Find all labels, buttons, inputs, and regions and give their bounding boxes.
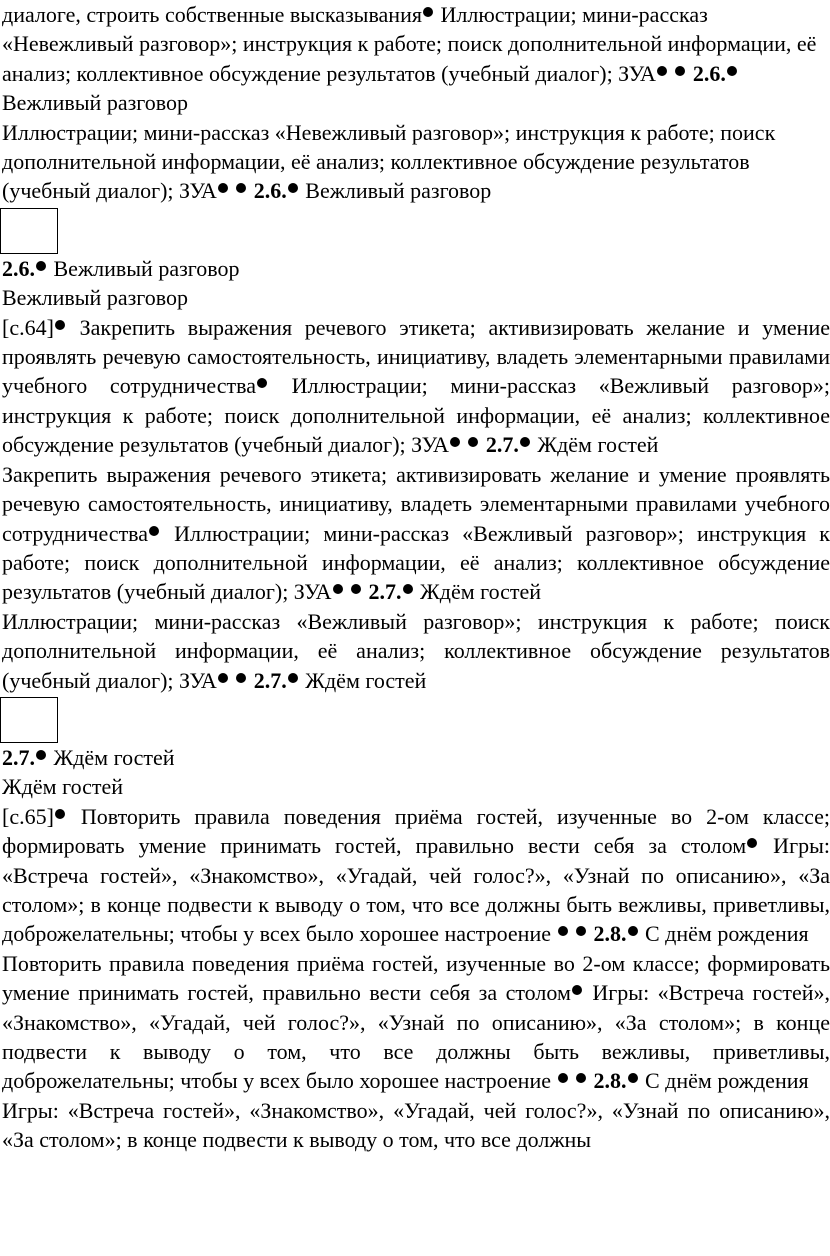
- section-title: Ждём гостей: [414, 579, 542, 605]
- bullet-dot-icon: [628, 926, 638, 936]
- text: Игры: «Встреча гостей», «Знакомство», «Угадай, чей голос?», «Узнай по описанию», «За столом»; в конце подвести к выводу о том, что все должны: [2, 1097, 830, 1153]
- bullet-dot-icon: [333, 584, 343, 594]
- section-number: 2.7.: [368, 579, 402, 605]
- bullet-dot-icon: [55, 320, 65, 330]
- page-ref: [с.64]: [2, 314, 54, 340]
- section-number: 2.6.: [2, 255, 35, 281]
- text: Игры: «Встреча гостей», «Знакомство», «Угадай, чей голос?», «Узнай по описанию», «За столом»; в конце подвести к выводу о том, что все должны быть вежливы, приветливы, доброжелательны; чтобы у всех было хорошее настроение: [2, 980, 830, 1094]
- text: Иллюстрации; мини-рассказ «Невежливый разговор»; инструкция к работе; поиск дополнительной информации, её анализ; коллективное обсуждение результатов (учебный диалог); ЗУА: [2, 2, 817, 86]
- text: Иллюстрации; мини-рассказ «Вежливый разговор»; инструкция к работе; поиск дополнительной информации, её анализ; коллективное обсуждение результатов (учебный диалог); ЗУА: [2, 373, 830, 458]
- bullet-dot-icon: [403, 584, 413, 594]
- bullet-dot-icon: [149, 526, 159, 536]
- section-number: 2.7.: [253, 667, 287, 693]
- text: Повторить правила поведения приёма гостей, изученные во 2-ом классе; формировать умение принимать гостей, правильно вести себя за столом: [2, 803, 830, 859]
- section-heading: [0, 254, 830, 283]
- paragraph-3: [0, 313, 830, 460]
- bullet-dot-icon: [236, 673, 246, 683]
- bullet-dot-icon: [218, 183, 228, 193]
- section-number: 2.8.: [593, 921, 627, 947]
- bullet-dot-icon: [576, 1073, 586, 1083]
- paragraph-5: [0, 607, 830, 695]
- section-title: Ждём гостей: [531, 432, 659, 458]
- section-title: Ждём гостей: [48, 744, 175, 770]
- section-number: 2.6.: [253, 178, 287, 204]
- empty-cell-box: [0, 697, 58, 743]
- bullet-dot-icon: [727, 66, 737, 76]
- bullet-dot-icon: [257, 378, 267, 388]
- bullet-dot-icon: [288, 183, 298, 193]
- bullet-dot-icon: [450, 437, 460, 447]
- section-title: Ждём гостей: [299, 667, 427, 693]
- bullet-dot-icon: [218, 673, 228, 683]
- bullet-dot-icon: [351, 584, 361, 594]
- section-number: 2.7.: [2, 744, 35, 770]
- section-number: 2.7.: [485, 432, 519, 458]
- bullet-dot-icon: [628, 1073, 638, 1083]
- text: Игры: «Встреча гостей», «Знакомство», «Угадай, чей голос?», «Узнай по описанию», «За столом»; в конце подвести к выводу о том, что все должны быть вежливы, приветливы, доброжелательны; чтобы у всех было хорошее настроение: [2, 833, 830, 947]
- bullet-dot-icon: [36, 750, 46, 760]
- paragraph-2: [0, 118, 830, 206]
- bullet-dot-icon: [558, 926, 568, 936]
- bullet-dot-icon: [675, 66, 685, 76]
- bullet-dot-icon: [55, 809, 65, 819]
- section-title: С днём рождения: [639, 1068, 809, 1094]
- text: Иллюстрации; мини-рассказ «Вежливый разговор»; инструкция к работе; поиск дополнительной информации, её анализ; коллективное обсуждение результатов (учебный диалог); ЗУА: [2, 608, 830, 693]
- bullet-dot-icon: [657, 66, 667, 76]
- section-number: 2.8.: [593, 1068, 627, 1094]
- bullet-dot-icon: [288, 673, 298, 683]
- section-number: 2.6.: [692, 60, 726, 86]
- paragraph-1: [0, 0, 830, 118]
- paragraph-8: [0, 1096, 830, 1155]
- text: диалоге, строить собственные высказывания: [2, 2, 422, 27]
- text: Иллюстрации; мини-рассказ «Невежливый разговор»; инструкция к работе; поиск дополнительной информации, её анализ; коллективное обсуждение результатов (учебный диалог); ЗУА: [2, 119, 776, 204]
- section-heading: [0, 743, 830, 772]
- empty-cell-box: [0, 208, 58, 254]
- bullet-dot-icon: [558, 1073, 568, 1083]
- bullet-dot-icon: [423, 7, 433, 17]
- text: Закрепить выражения речевого этикета; активизировать желание и умение проявлять речевую самостоятельность, инициативу, владеть элементарными правилами учебного сотрудничества: [2, 461, 830, 546]
- bullet-dot-icon: [520, 437, 530, 447]
- section-title: С днём рождения: [639, 921, 809, 947]
- section-title: Вежливый разговор: [2, 90, 189, 116]
- paragraph-4: [0, 460, 830, 607]
- section-subtitle: Ждём гостей: [2, 774, 124, 800]
- text: Повторить правила поведения приёма гостей, изученные во 2-ом классе; формировать умение принимать гостей, правильно вести себя за столом: [2, 950, 830, 1006]
- bullet-dot-icon: [468, 437, 478, 447]
- bullet-dot-icon: [747, 838, 757, 848]
- text: Иллюстрации; мини-рассказ «Вежливый разговор»; инструкция к работе; поиск дополнительной информации, её анализ; коллективное обсуждение результатов (учебный диалог); ЗУА: [2, 520, 830, 605]
- paragraph-6: [0, 802, 830, 949]
- paragraph-7: [0, 949, 830, 1096]
- page-ref: [с.65]: [2, 803, 54, 829]
- text: Закрепить выражения речевого этикета; активизировать желание и умение проявлять речевую самостоятельность, инициативу, владеть элементарными правилами учебного сотрудничества: [2, 314, 830, 399]
- bullet-dot-icon: [572, 985, 582, 995]
- bullet-dot-icon: [36, 261, 46, 271]
- bullet-dot-icon: [576, 926, 586, 936]
- section-title: Вежливый разговор: [299, 178, 492, 204]
- section-subtitle: Вежливый разговор: [2, 285, 189, 311]
- bullet-dot-icon: [236, 183, 246, 193]
- section-title: Вежливый разговор: [48, 255, 240, 281]
